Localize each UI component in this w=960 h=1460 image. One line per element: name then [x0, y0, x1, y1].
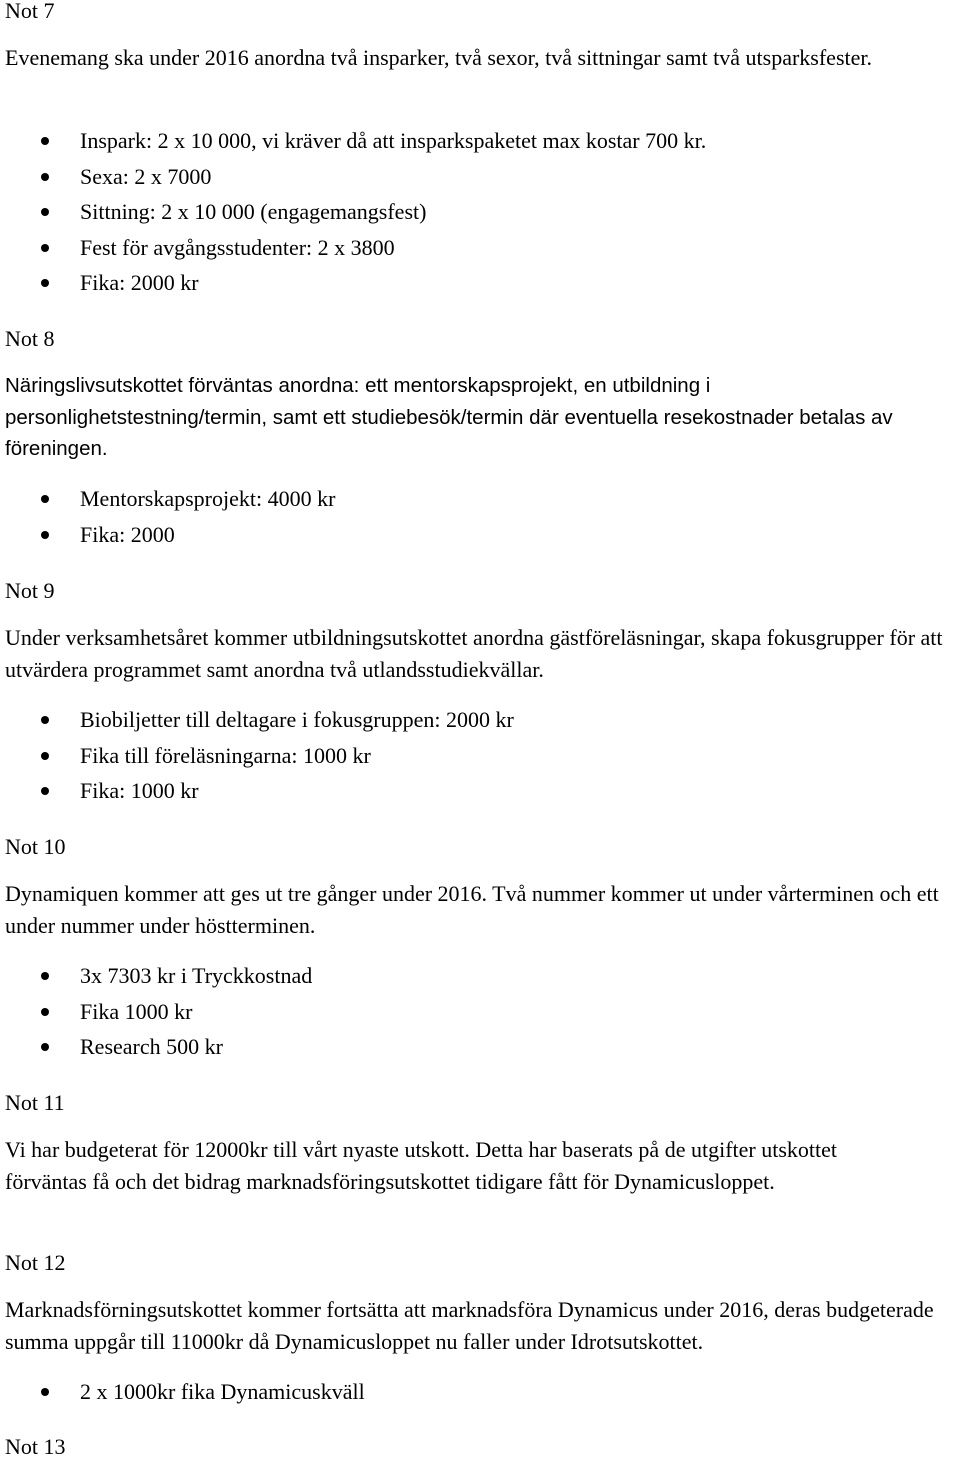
bullet-icon: [41, 279, 49, 287]
list-item-text: Fika: 2000 kr: [80, 270, 199, 295]
bullet-icon: [41, 244, 49, 252]
list-item-text: Fest för avgångsstudenter: 2 x 3800: [80, 234, 395, 260]
list-item-text: Research 500 kr: [80, 1034, 223, 1059]
list-item-text: 3x 7303 kr i Tryckkostnad: [80, 963, 313, 988]
note-heading: Not 13: [5, 1434, 66, 1459]
list-item-text: Sittning: 2 x 10 000 (engagemangsfest): [80, 199, 427, 224]
bullet-icon: [41, 787, 49, 795]
note-heading: Not 11: [5, 1090, 65, 1115]
list-item-text: Mentorskapsprojekt: 4000 kr: [80, 486, 336, 511]
note-paragraph: Marknadsförningsutskottet kommer fortsätta att marknadsföra Dynamicus under 2016, deras budgeterade summa uppgår till 11000kr då Dynamicusloppet nu faller under Idrotsutskottet.: [5, 1297, 934, 1354]
bullet-icon: [41, 137, 49, 145]
list-item-text: Inspark: 2 x 10 000, vi kräver då att insparkspaketet max kostar 700 kr.: [80, 128, 707, 153]
note-paragraph: Dynamiquen kommer att ges ut tre gånger under 2016. Två nummer kommer ut under vårterminen och ett under nummer under höstterminen.: [5, 881, 939, 938]
note-paragraph: Vi har budgeterat för 12000kr till vårt nyaste utskott. Detta har baserats på de utgifter utskottet förväntas få och det bidrag marknadsföringsutskottet tidigare fått för Dynamicusloppet.: [5, 1137, 837, 1194]
note-paragraph: Evenemang ska under 2016 anordna två insparker, två sexor, två sittningar samt två utsparksfester.: [5, 45, 872, 70]
list-item-text: Fika 1000 kr: [80, 998, 193, 1024]
list-item-text: Sexa: 2 x 7000: [80, 163, 212, 189]
list-item-text: Biobiljetter till deltagare i fokusgruppen: 2000 kr: [80, 707, 514, 732]
bullet-icon: [41, 208, 49, 216]
bullet-icon: [41, 752, 49, 760]
note-paragraph: Under verksamhetsåret kommer utbildningsutskottet anordna gästföreläsningar, skapa fokusgrupper för att utvärdera programmet samt anordna två utlandsstudiekvällar.: [5, 625, 943, 682]
bullet-icon: [41, 972, 49, 980]
note-heading: Not 8: [5, 326, 55, 351]
list-item-text: Fika: 1000 kr: [80, 778, 199, 803]
note-heading: Not 9: [5, 578, 55, 603]
list-item-text: 2 x 1000kr fika Dynamicuskväll: [80, 1379, 365, 1404]
bullet-icon: [41, 495, 49, 503]
note-heading: Not 12: [5, 1250, 66, 1275]
list-item-text: Fika: 2000: [80, 521, 175, 547]
bullet-icon: [41, 716, 49, 724]
note-heading: Not 7: [5, 0, 55, 23]
bullet-icon: [41, 531, 49, 539]
bullet-icon: [41, 173, 49, 181]
note-paragraph: Näringslivsutskottet förväntas anordna: ett mentorskapsprojekt, en utbildning i personlighetstestning/termin, samt ett studiebesök/termin där eventuella resekostnader betalas av föreningen.: [5, 374, 893, 460]
bullet-icon: [41, 1388, 49, 1396]
note-heading: Not 10: [5, 834, 66, 859]
bullet-icon: [41, 1008, 49, 1016]
bullet-icon: [41, 1043, 49, 1051]
list-item-text: Fika till föreläsningarna: 1000 kr: [80, 742, 371, 768]
